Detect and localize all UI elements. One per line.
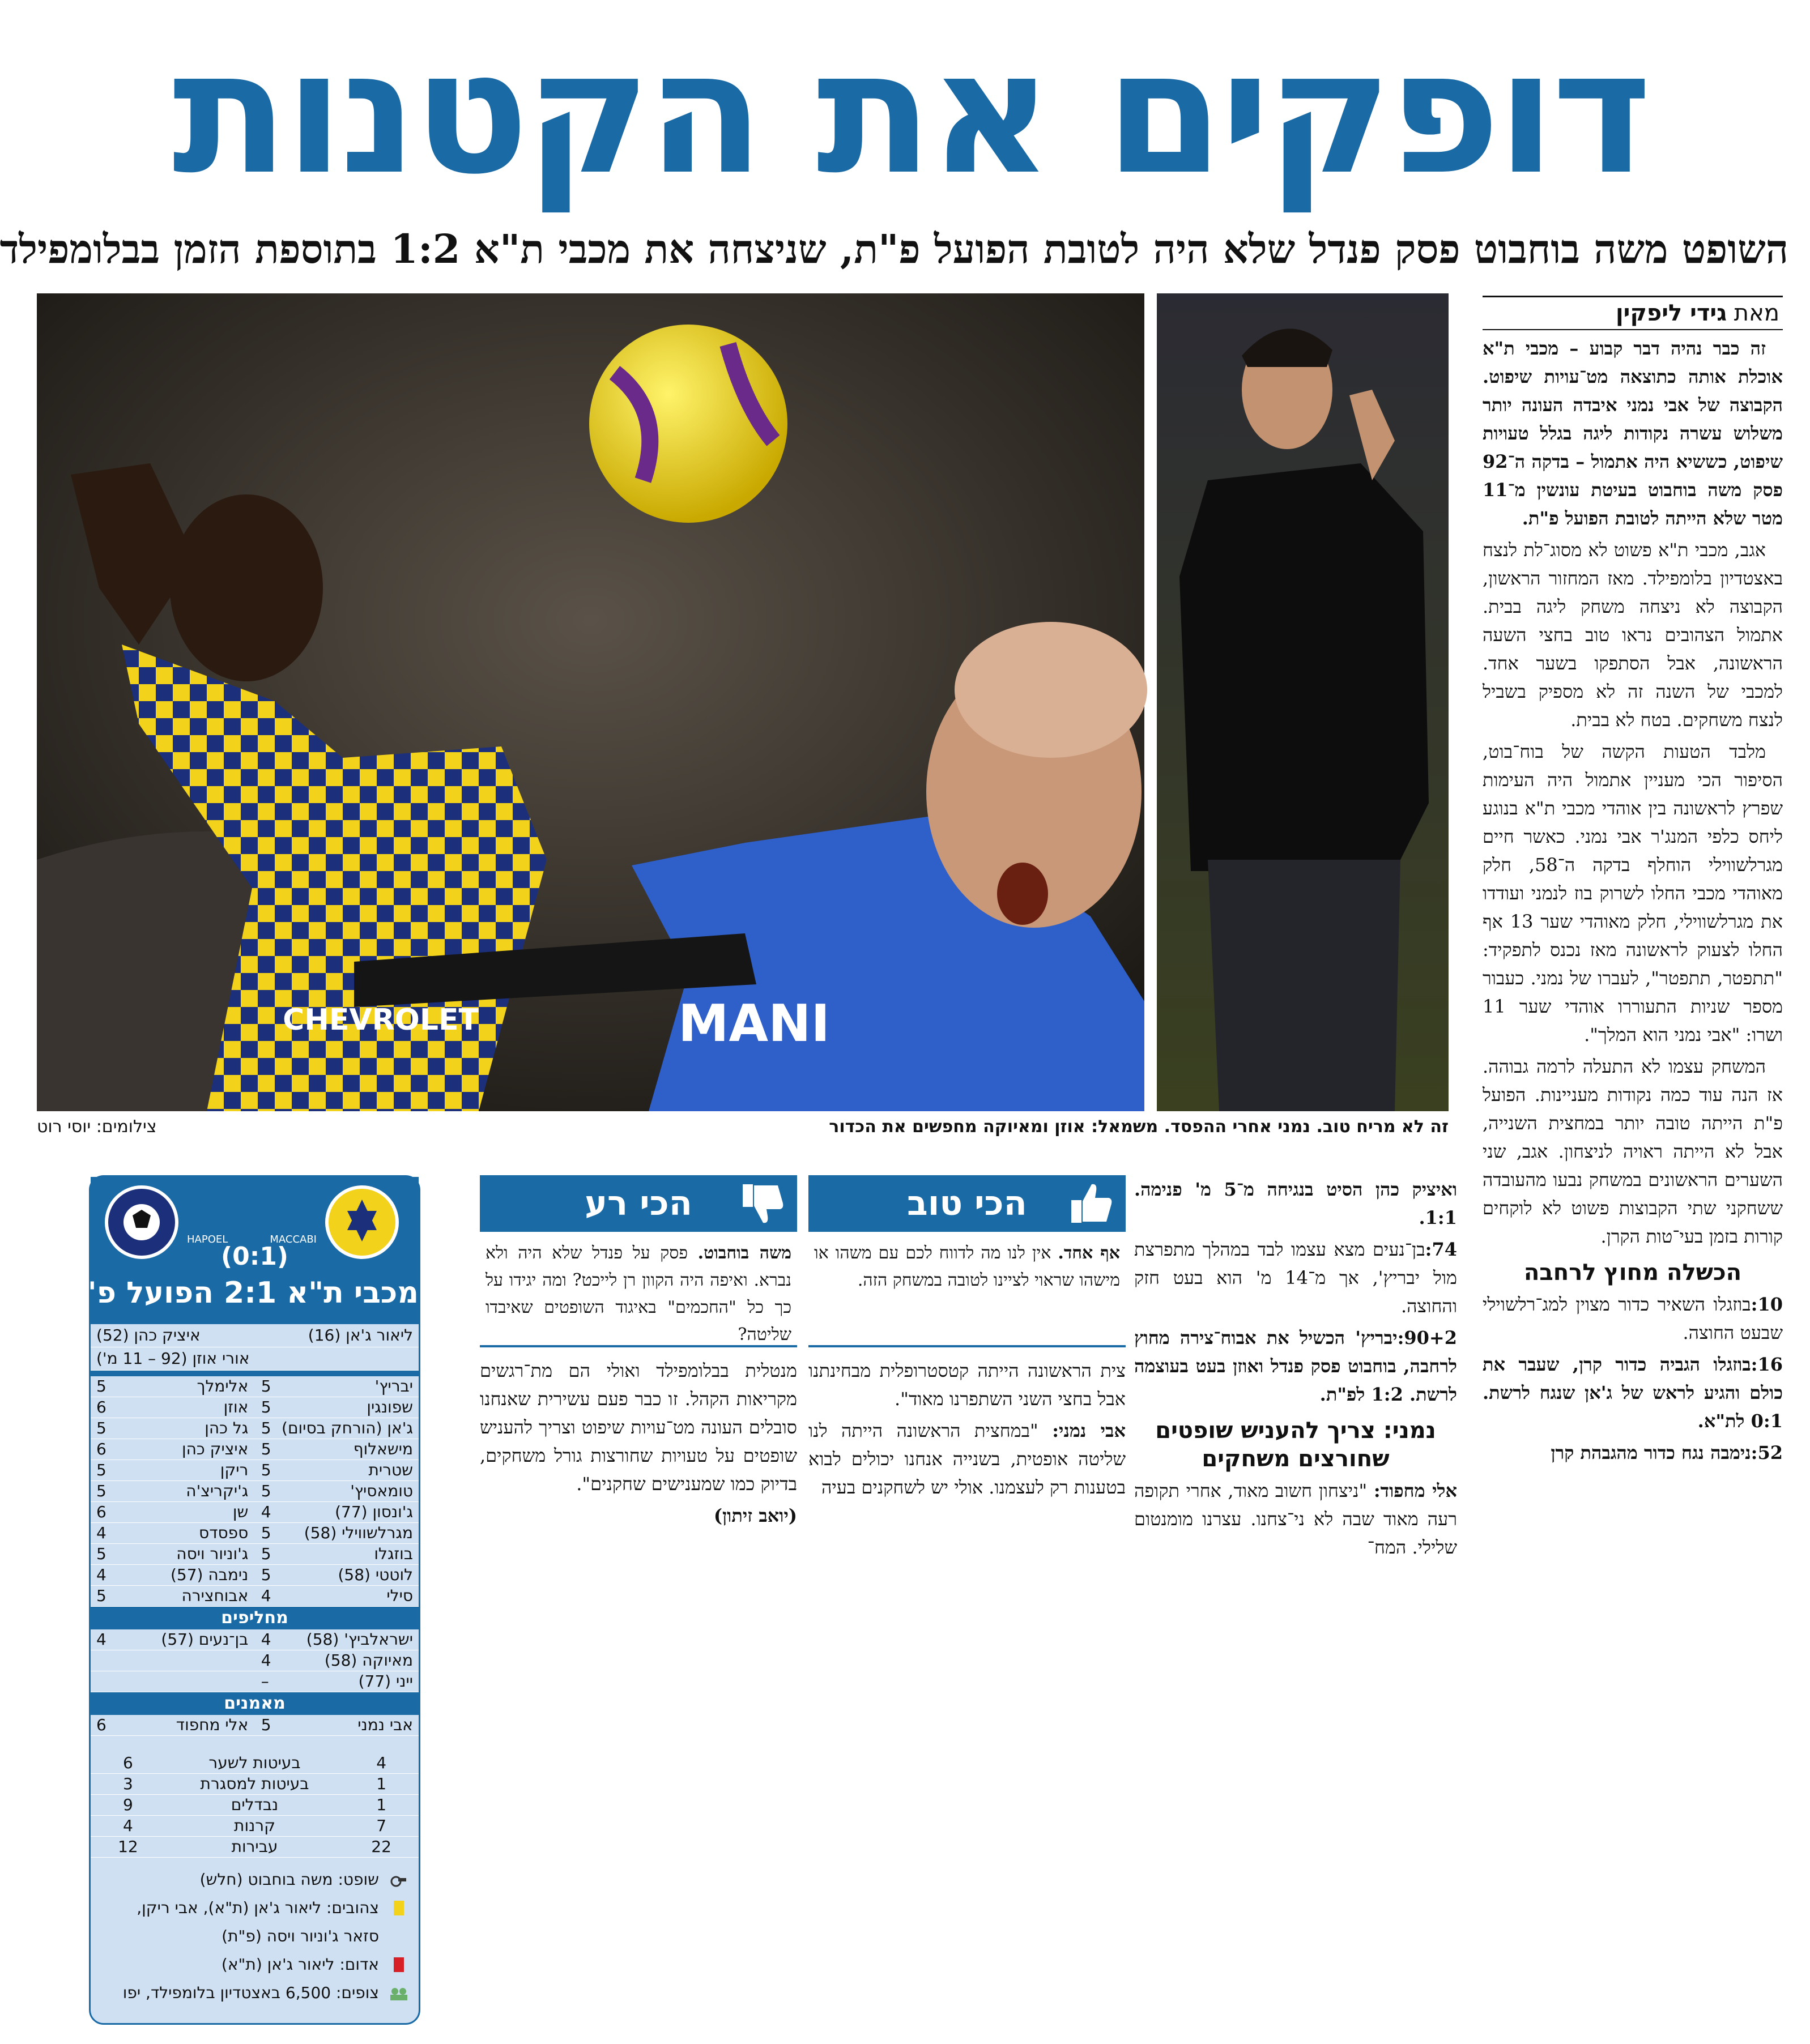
home-player: מגרלשווילי (58) bbox=[304, 1524, 413, 1542]
player-row bbox=[91, 1418, 419, 1439]
rating: 6 bbox=[96, 1716, 107, 1734]
rating: 5 bbox=[261, 1461, 271, 1479]
rating: 5 bbox=[96, 1586, 107, 1605]
stat-row bbox=[91, 1774, 419, 1795]
away-player: ג'יקריצ'ה bbox=[186, 1482, 249, 1500]
stat-value: 1 bbox=[376, 1774, 387, 1793]
stat-label: קרנות bbox=[234, 1816, 275, 1835]
player-row bbox=[91, 1376, 419, 1397]
home-player: ישראלביץ' (58) bbox=[306, 1630, 413, 1649]
quote-text: מנטלית בבלומפילד ואולי הם מת־רגשים מקריאות הקהל. זו כבר פעם עשירית שאנחנו סובלים העונה מט־עויות שיפוט וצריך להעניש שופטים על טעויות שחורצות גורל משחקים, בדיוק כמו שמענישים שחקנים". bbox=[480, 1360, 797, 1495]
quote-text: "במחצית הראשונה הייתה לנו שליטה אופטית, בשנייה אנחנו יכולים לבוא בטענות רק לעצמנו. אולי יש לשחקנים בעיה bbox=[808, 1420, 1126, 1498]
sponsor-chevrolet: CHEVROLET bbox=[283, 1003, 479, 1037]
away-player: ריקן bbox=[220, 1461, 249, 1479]
attendance-row: צופים: 6,500 באצטדיון בלומפילד, יפו bbox=[91, 1979, 419, 2007]
away-player: אלימלך bbox=[197, 1377, 249, 1396]
stat-value: 4 bbox=[376, 1753, 387, 1772]
rating: 5 bbox=[96, 1544, 107, 1563]
player-row bbox=[91, 1439, 419, 1460]
away-logo-text: HAPOEL bbox=[187, 1234, 228, 1245]
home-player: שפונגין bbox=[367, 1398, 413, 1416]
headline: דופקים את הקטנות bbox=[172, 14, 1649, 212]
thumbs-up-icon bbox=[1067, 1180, 1114, 1227]
rating: 5 bbox=[261, 1524, 271, 1542]
scorers-row bbox=[91, 1324, 419, 1347]
away-player: שן bbox=[232, 1503, 249, 1521]
worst-box-lead: משה בוחבוט. bbox=[697, 1243, 791, 1263]
signature: (יואב זיתון) bbox=[713, 1505, 797, 1526]
stat-row bbox=[91, 1837, 419, 1858]
yellow-card-icon bbox=[390, 1901, 407, 1915]
home-player: ייני (77) bbox=[358, 1672, 413, 1691]
rating: – bbox=[261, 1672, 269, 1691]
sub-row bbox=[91, 1650, 419, 1671]
sub-row bbox=[91, 1671, 419, 1692]
photo-caption: זה לא מריח טוב. נמני אחרי ההפסד. משמאל: אוזן ומאיוקה מחפשים את הכדור bbox=[829, 1117, 1449, 1137]
event-text: יבריץ' הכשיל את אבוח־צירה מחוץ לרחבה, בוחבוט פסק פנדל ואוזן בעט בעוצמה לרשת. 1:2 לפ"ת. bbox=[1134, 1327, 1457, 1405]
article-column-3 bbox=[808, 1356, 1126, 1617]
stat-label: בעיטות למסגרת bbox=[200, 1774, 309, 1793]
quote-speaker: אבי נמני: bbox=[1052, 1420, 1126, 1441]
worst-box bbox=[480, 1175, 797, 1349]
home-player: מאיוקה (58) bbox=[324, 1651, 413, 1670]
stat-value: 12 bbox=[118, 1837, 138, 1856]
away-player: ג'וניור ויסה bbox=[176, 1544, 249, 1563]
event-minute: 74: bbox=[1425, 1239, 1457, 1260]
home-player: מישאלוף bbox=[353, 1440, 413, 1458]
rating: 4 bbox=[96, 1524, 107, 1542]
final-score: מכבי ת"א 2:1 הפועל פ"ת bbox=[61, 1276, 419, 1310]
best-box-title: הכי טוב bbox=[808, 1175, 1126, 1232]
rating: 5 bbox=[261, 1440, 271, 1458]
away-player: בן־נעים (57) bbox=[161, 1630, 249, 1649]
rating: 5 bbox=[261, 1565, 271, 1584]
article-paragraph: אגב, מכבי ת"א פשוט לא מסוג־לת לנצח באצטדיון בלומפילד. מאז המחזור הראשון, הקבוצה לא ניצחה משחק ליגה בבית. אתמול הצהובים נראו טוב בחצי השעה הראשונה, אבל הסתפקו בשער אחד. למכבי של השנה זה לא מספיק בשביל לנצח משחקים. בטח לא בבית. bbox=[1483, 539, 1783, 731]
crowd-icon bbox=[390, 1986, 407, 2000]
home-coach: אבי נמני bbox=[357, 1716, 413, 1734]
best-box bbox=[808, 1175, 1126, 1294]
scoreboard bbox=[61, 1175, 420, 2025]
red-card-icon bbox=[390, 1957, 407, 1972]
sub-row bbox=[91, 1629, 419, 1650]
player-row bbox=[91, 1460, 419, 1481]
stat-label: בעיטות לשער bbox=[208, 1753, 301, 1772]
player-row bbox=[91, 1502, 419, 1523]
article-column-4 bbox=[480, 1356, 797, 1617]
game-event bbox=[1483, 1290, 1783, 1347]
subheadline: השופט משה בוחבוט פסק פנדל שלא היה לטובת הפועל פ"ת, שניצחה את מכבי ת"א 1:2 בתוספת הזמן בבלומפילד bbox=[0, 225, 1788, 272]
section-heading: הכשלה מחוץ לרחבה bbox=[1523, 1260, 1742, 1286]
rating: 5 bbox=[96, 1377, 107, 1396]
rating: 5 bbox=[261, 1398, 271, 1416]
stat-value: 6 bbox=[123, 1753, 133, 1772]
home-player: בוזגלו bbox=[374, 1544, 413, 1563]
game-event bbox=[1134, 1175, 1457, 1232]
home-player: ג'אן (הורחק בסיום) bbox=[282, 1419, 413, 1437]
game-event bbox=[1134, 1235, 1457, 1320]
rating: 4 bbox=[96, 1630, 107, 1649]
stat-row bbox=[91, 1795, 419, 1816]
stat-value: 22 bbox=[371, 1837, 391, 1856]
home-player: טומאסיץ' bbox=[350, 1482, 413, 1500]
best-box-text: אין לנו מה לדווח לכם עם משהו או מישהו שראוי לציינו לטובה במשחק הזה. bbox=[814, 1243, 1120, 1290]
thumbs-down-icon bbox=[738, 1180, 786, 1227]
rating: 4 bbox=[261, 1503, 271, 1521]
rating: 5 bbox=[261, 1716, 271, 1734]
player-row bbox=[91, 1481, 419, 1502]
stat-label: עבירות bbox=[231, 1837, 278, 1856]
yellow-cards-row: צהובים: ליאור ג'אן (ת"א), אבי ריקן, bbox=[91, 1894, 419, 1922]
rating: 5 bbox=[261, 1377, 271, 1396]
event-text: נימבה נגח כדור מהגבהת קרן bbox=[1551, 1442, 1751, 1463]
stat-row bbox=[91, 1816, 419, 1837]
away-player: נימבה (57) bbox=[170, 1565, 249, 1584]
article-column-1 bbox=[1483, 334, 1783, 1557]
photo-credit: צילומים: יוסי רוט bbox=[37, 1117, 157, 1137]
subs-title: מחליפים bbox=[91, 1607, 419, 1629]
quote bbox=[480, 1356, 797, 1498]
scorers-row bbox=[91, 1347, 419, 1371]
game-event bbox=[1134, 1324, 1457, 1409]
away-player: איציק כהן bbox=[181, 1440, 249, 1458]
event-text: בוזגלו השאיר כדור מצוין למג־רלשוילי שבעט החוצה. bbox=[1483, 1294, 1783, 1343]
rating: 5 bbox=[261, 1544, 271, 1563]
coach-photo bbox=[1157, 293, 1449, 1111]
stat-value: 7 bbox=[376, 1816, 387, 1835]
player-row bbox=[91, 1565, 419, 1586]
rating: 5 bbox=[96, 1482, 107, 1500]
event-minute: 10: bbox=[1751, 1294, 1783, 1315]
game-event bbox=[1483, 1350, 1783, 1435]
rating: 5 bbox=[261, 1482, 271, 1500]
game-event bbox=[1483, 1439, 1783, 1467]
quote bbox=[808, 1356, 1126, 1413]
match-photo bbox=[37, 293, 1144, 1111]
divider bbox=[480, 1345, 797, 1347]
byline-prefix: מאת bbox=[1734, 300, 1779, 326]
quote-speaker: אלי מחפוד: bbox=[1373, 1480, 1458, 1501]
rating: 4 bbox=[96, 1565, 107, 1584]
stat-label: נבדלים bbox=[231, 1795, 279, 1814]
coaches-title: מאמנים bbox=[91, 1692, 419, 1715]
quote bbox=[808, 1416, 1126, 1501]
player-row bbox=[91, 1397, 419, 1418]
rating: 4 bbox=[261, 1630, 271, 1649]
home-player: לוטטי (58) bbox=[338, 1565, 413, 1584]
divider bbox=[808, 1345, 1126, 1347]
worst-box-text: פסק על פנדל שלא היה ולא נברא. ואיפה היה הקוון רן לייכט? ומה יגידו על כך כל "החכמים" באיגוד השופטים שאיבדו שליטה? bbox=[485, 1243, 791, 1345]
rating: 6 bbox=[96, 1503, 107, 1521]
quote bbox=[1134, 1477, 1457, 1561]
home-player: שטרית bbox=[368, 1461, 413, 1479]
rating: 6 bbox=[96, 1398, 107, 1416]
away-player: אוזן bbox=[223, 1398, 249, 1416]
away-player: גל כהן bbox=[205, 1419, 249, 1437]
rating: 4 bbox=[261, 1651, 271, 1670]
quote-text: "ניצחון חשוב מאוד, אחרי תקופה רעה מאוד שבה לא ני־צחנו. עצרנו מומנטום שלילי. המח־ bbox=[1134, 1480, 1457, 1558]
stat-value: 4 bbox=[123, 1816, 133, 1835]
quote-text: צית הראשונה הייתה קטסטרופלית מבחינתנו אבל בחצי השני השתפרנו מאוד". bbox=[808, 1360, 1126, 1410]
home-player: סילי bbox=[386, 1586, 413, 1605]
article-paragraph: זה כבר נהיה דבר קבוע – מכבי ת"א אוכלת אותה כתוצאה מט־עויות שיפוט. הקבוצה של אבי נמני איבדה העונה יותר משלוש עשרה נקודות ליגה בגלל טעויות שיפוט, כששיא היה אתמול – בדקה ה־92 פסק משה בוחבוט בעיטת עונשין מ־11 מטר שלא הייתה לטובת הפועל פ"ת. bbox=[1483, 338, 1783, 529]
home-logo-text: MACCABI bbox=[270, 1234, 317, 1245]
rating: 4 bbox=[261, 1586, 271, 1605]
home-player: יבריץ' bbox=[374, 1377, 413, 1396]
event-minute: 52: bbox=[1751, 1442, 1783, 1463]
article-paragraph: מלבד הטעות הקשה של בוח־בוט, הסיפור הכי מעניין אתמול היה העימות שפרץ לראשונה בין אוהדי מכבי ת"א בנוגע ליחס כלפי המנג'ר אבי נמני. כאשר חיים מגרלשווילי הוחלף בדקה ה־58, חלק מאוהדי מכבי החלו לשרוק בוז לנמני ועודדו את מגרלשווילי, חלק מאוהדי שער 13 אף החלו לצעוק לראשונה מאז נכנס לתפקיד: "תתפטר, תתפטר", לעברו של נמני. כעבור מספר שניות התעוררו אוהדי שער 11 ושרו: "אבי נמני הוא המלך". bbox=[1483, 741, 1783, 1046]
player-row bbox=[91, 1523, 419, 1544]
event-text: בוזגלו הגביה כדור קרן, שעבר את כולם והגיע לראש של ג'אן שנגח לרשת. 0:1 לת"א. bbox=[1483, 1354, 1783, 1432]
halftime-score: (0:1) bbox=[220, 1242, 289, 1271]
event-minute: 16: bbox=[1751, 1354, 1783, 1375]
worst-box-title: הכי רע bbox=[480, 1175, 797, 1232]
best-box-lead: אף אחד. bbox=[1058, 1243, 1120, 1263]
whistle-icon bbox=[390, 1872, 407, 1887]
away-coach: אלי מחפוד bbox=[176, 1716, 249, 1734]
stat-value: 1 bbox=[376, 1795, 387, 1814]
rating: 5 bbox=[96, 1461, 107, 1479]
rating: 5 bbox=[261, 1419, 271, 1437]
home-scorer: ליאור ג'אן (16) bbox=[308, 1326, 413, 1345]
stat-row bbox=[91, 1753, 419, 1774]
stat-value: 3 bbox=[123, 1774, 133, 1793]
rating: 6 bbox=[96, 1440, 107, 1458]
sponsor-mani: MANI bbox=[678, 994, 830, 1053]
home-player: ג'ונסון (77) bbox=[335, 1503, 413, 1521]
away-player: ספסדס bbox=[199, 1524, 249, 1542]
coaches-row bbox=[91, 1715, 419, 1736]
stat-value: 9 bbox=[123, 1795, 133, 1814]
byline bbox=[1483, 296, 1783, 330]
event-text: בן־נעים מצא עצמו לבד במהלך מתפרצת מול יבריץ', אך מ־14 מ' הוא בעט חזק והחוצה. bbox=[1134, 1239, 1458, 1317]
red-cards-row: אדום: ליאור ג'אן (ת"א) bbox=[91, 1951, 419, 1979]
article-column-2 bbox=[1134, 1175, 1457, 1628]
event-minute: 90+2: bbox=[1397, 1327, 1457, 1349]
referee-row: שופט: משה בוחבוט (חלש) bbox=[91, 1866, 419, 1894]
event-text: ואיציק כהן הסיט בנגיחה מ־5 מ' פנימה. 1:1. bbox=[1134, 1179, 1458, 1228]
rating: 5 bbox=[96, 1419, 107, 1437]
score-banner bbox=[61, 1177, 419, 1324]
article-paragraph: המשחק עצמו לא התעלה לרמה גבוהה. אז הנה עוד כמה נקודות מעניינות. הפועל פ"ת הייתה טובה יותר במחצית השנייה, אבל לא הייתה ראויה לניצחון. אגב, שני השערים הראשונים במשחק נבעו מהעובדה ששחקני שתי הקבוצות פשוט לא לוקחים קורות בזמן בעי־טות הקרן. bbox=[1483, 1056, 1783, 1247]
byline-author: גידי ליפקין bbox=[1615, 300, 1727, 326]
section-heading: נמני: צריך להעניש שופטים שחורצים משחקים bbox=[1155, 1418, 1436, 1472]
away-scorer: איציק כהן (52) bbox=[96, 1326, 201, 1345]
away-scorer: אורי אוזן (92 – 11 מ') bbox=[96, 1349, 250, 1368]
player-row bbox=[91, 1586, 419, 1607]
player-row bbox=[91, 1544, 419, 1565]
yellow-cards-row-2: סזאר ג'וניור ויסה (פ"ת) bbox=[222, 1927, 379, 1945]
away-player: אבוחצירה bbox=[181, 1586, 249, 1605]
